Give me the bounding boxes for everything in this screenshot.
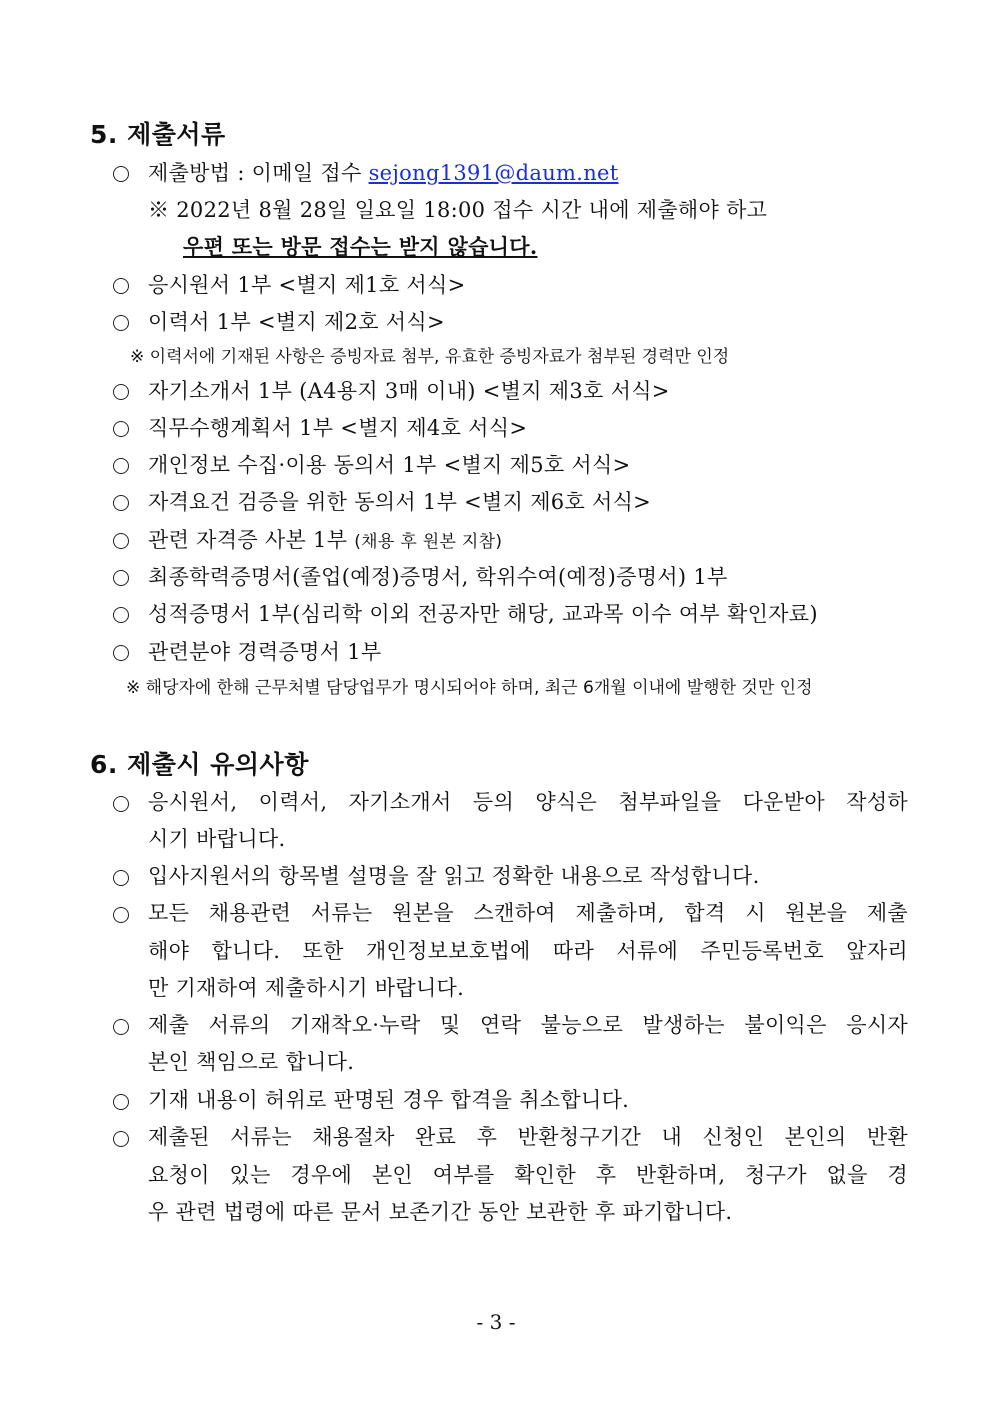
bullet-circle-icon — [113, 870, 129, 886]
section-5-heading: 5. 제출서류 — [90, 120, 226, 149]
bullet-circle-icon — [113, 1131, 129, 1147]
bullet-circle-icon — [113, 421, 129, 437]
bullet-circle-icon — [113, 278, 129, 294]
notice-paragraph: 기재 내용이 허위로 판명된 경우 합격을 취소합니다. — [148, 1088, 630, 1112]
notice-paragraph: 제출된 서류는 채용절차 완료 후 반환청구기간 내 신청인 본인의 반환 — [148, 1125, 908, 1149]
deadline-emphasis: 우편 또는 방문 접수는 받지 않습니다. — [183, 234, 538, 259]
bullet-circle-icon — [113, 166, 129, 182]
notice-paragraph-cont: 만 기재하여 제출하시기 바랍니다. — [148, 976, 465, 1000]
submission-method-label: 제출방법 : 이메일 접수 — [148, 161, 369, 185]
bullet-circle-icon — [113, 607, 129, 623]
page-number: - 3 - — [476, 1310, 516, 1334]
bullet-circle-icon — [113, 1019, 129, 1035]
notice-paragraph: 응시원서, 이력서, 자기소개서 등의 양식은 첨부파일을 다운받아 작성하 — [148, 790, 908, 814]
bullet-circle-icon — [113, 384, 129, 400]
section-6-heading: 6. 제출시 유의사항 — [90, 750, 309, 779]
bullet-circle-icon — [113, 645, 129, 661]
notice-paragraph: 모든 채용관련 서류는 원본을 스캔하여 제출하며, 합격 시 원본을 제출 — [148, 901, 908, 925]
notice-paragraph-cont: 우 관련 법령에 따른 문서 보존기간 동안 보관한 후 파기합니다. — [148, 1200, 733, 1224]
bullet-circle-icon — [113, 458, 129, 474]
notice-paragraph: 제출 서류의 기재착오·누락 및 연락 불능으로 발생하는 불이익은 응시자 — [148, 1013, 908, 1037]
document-page: 5. 제출서류 제출방법 : 이메일 접수 sejong1391@daum.net ※ 2022년 8월 28일 일요일 18:00 접수 시간 내에 제출해야 하고 우편 또는 방문 접수는 받지 않습니다. 응시원서 1부 <별지 제1호 서식> 이력서 1부 <별지 제2호 서식> ※ 이력서에 기재된 사항은 증빙자료 첨부, 유효한 증빙자료가 첨부된 경력만 인정 자기소개서 1부 (A4용지 3매 이내) <별지 제3호 서식> 직무수행계획서 1부 <별지 제4호 서식> 개인정보 수집·이용 동의서 1부 <별지 제5호 서식> 자격요건 검증을 위한 동의서 1부 <별지 제6호 서식> 관련 자격증 사본 1부 (채용 후 원본 지참) 최종학력증명서(졸업(예정)증명서, 학위수여(예정)증명서) 1부 성적증명서 1부(심리학 이외 전공자만 해당, 교과목 이수 여부 확인자료) 관련분야 경력증명서 1부 ※ 해당자에 한해 근무처별 담당업무가 명시되어야 하며, 최근 6개월 이내에 발행한 것만 인정 6. 제출시 유의사항 응시원서, 이력서, 자기소개서 등의 양식은 첨부파일을 다운받아 작성하 시기 바랍니다. 입사지원서의 항목별 설명을 잘 읽고 정확한 내용으로 작성합니다. 모든 채용관련 서류는 원본을 스캔하여 제출하며, 합격 시 원본을 제출 해야 합니다. 또한 개인정보보호법에 따라 서류에 주민등록번호 앞자리 만 기재하여 제출하시기 바랍니다. 제출 서류의 기재착오·누락 및 연락 불능으로 발생하는 불이익은 응시자 본인 책임으로 합니다. 기재 내용이 허위로 판명된 경우 합격을 취소합니다. 제출된 서류는 채용절차 완료 후 반환청구기간 내 신청인 본인의 반환 요청이 있는 경우에 본인 여부를 확인한 후 반환하며, 청구가 없을 경 우 관련 법령에 따른 문서 보존기간 동안 보관한 후 파기합니다. - 3 - — [0, 0, 992, 1403]
notice-paragraph-cont: 시기 바랍니다. — [148, 827, 286, 851]
bullet-circle-icon — [113, 796, 129, 812]
notice-paragraph: 입사지원서의 항목별 설명을 잘 읽고 정확한 내용으로 작성합니다. — [148, 864, 760, 888]
bullet-circle-icon — [113, 1094, 129, 1110]
bullet-circle-icon — [113, 907, 129, 923]
notice-paragraph-cont: 본인 책임으로 합니다. — [148, 1050, 355, 1074]
email-link[interactable]: sejong1391@daum.net — [368, 161, 619, 185]
deadline-note: ※ 2022년 8월 28일 일요일 18:00 접수 시간 내에 제출해야 하고 — [148, 198, 768, 222]
notice-paragraph-cont: 해야 합니다. 또한 개인정보보호법에 따라 서류에 주민등록번호 앞자리 — [148, 939, 908, 963]
resume-note: ※ 이력서에 기재된 사항은 증빙자료 첨부, 유효한 증빙자료가 첨부된 경력만 인정 — [130, 347, 730, 367]
bullet-circle-icon — [113, 570, 129, 586]
career-note: ※ 해당자에 한해 근무처별 담당업무가 명시되어야 하며, 최근 6개월 이내에 발행한 것만 인정 — [126, 678, 813, 698]
bullet-circle-icon — [113, 315, 129, 331]
bullet-circle-icon — [113, 495, 129, 511]
cert-label: 관련 자격증 사본 1부 — [148, 528, 355, 552]
bullet-circle-icon — [113, 533, 129, 549]
cert-note: (채용 후 원본 지참) — [354, 532, 503, 552]
notice-paragraph-cont: 요청이 있는 경우에 본인 여부를 확인한 후 반환하며, 청구가 없을 경 — [148, 1163, 908, 1187]
